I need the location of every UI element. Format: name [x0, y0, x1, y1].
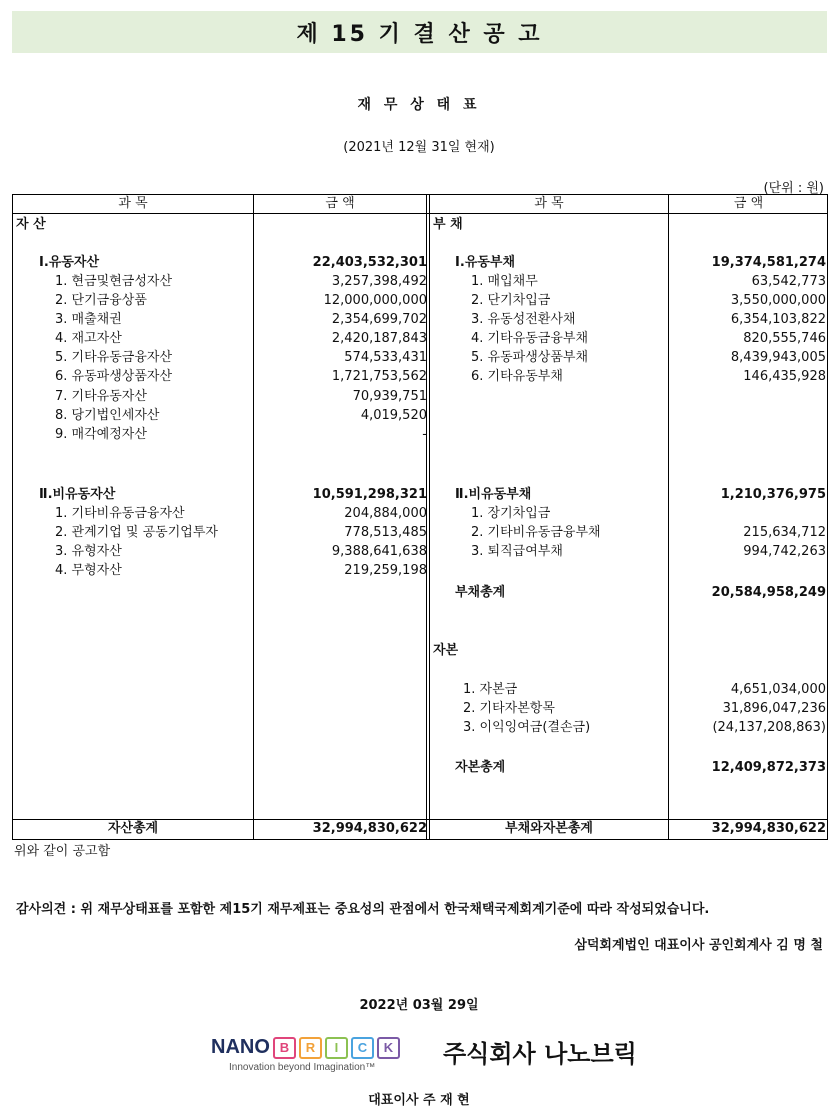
auditor-signature: 삼덕회계법인 대표이사 공인회계사 김 명 철 [574, 938, 823, 953]
current-liabilities-label: Ⅰ.유동부채 [455, 255, 516, 270]
liability-item-label: 3. 퇴직급여부채 [471, 544, 563, 559]
equity-item-value: 4,651,034,000 [730, 682, 826, 697]
asset-item-label: 2. 단기금융상품 [55, 293, 147, 308]
header-item-left: 과 목 [118, 196, 148, 211]
liability-item-label: 2. 기타비유동금융부채 [471, 525, 601, 540]
header-divider [13, 213, 827, 214]
asset-item-value: 2,420,187,843 [331, 331, 427, 346]
noncurrent-liabilities-total: 1,210,376,975 [720, 487, 826, 502]
statement-title: 재 무 상 태 표 [357, 97, 481, 113]
asset-item-value: 9,388,641,638 [331, 544, 427, 559]
liability-item-label: 4. 기타유동금융부채 [471, 331, 588, 346]
asset-item-label: 1. 기타비유동금융자산 [55, 506, 185, 521]
ceo-name: 대표이사 주 재 현 [368, 1093, 470, 1108]
asset-item-value: 778,513,485 [344, 525, 427, 540]
announcement-date: 2022년 03월 29일 [359, 998, 479, 1013]
equity-total-label: 자본총계 [455, 760, 506, 775]
asset-item-label: 7. 기타유동자산 [55, 389, 147, 404]
liability-item-label: 3. 유동성전환사채 [471, 312, 576, 327]
noncurrent-assets-label: Ⅱ.비유동자산 [39, 487, 116, 502]
liabilities-section: 부 채 [433, 217, 463, 232]
audit-opinion: 감사의견 : 위 재무상태표를 포함한 제15기 재무제표는 중요성의 관점에서 한국채택국제회계기준에 따라 작성되었습니다. [16, 902, 710, 917]
as-of-date: (2021년 12월 31일 현재) [343, 140, 495, 155]
assets-total: 32,994,830,622 [312, 821, 427, 836]
current-assets-total: 22,403,532,301 [312, 255, 427, 270]
column-divider [253, 195, 254, 839]
liability-item-value: 3,550,000,000 [730, 293, 826, 308]
logo-prefix: NANO [211, 1036, 270, 1058]
liability-item-value [669, 504, 826, 523]
liability-item-value: 215,634,712 [743, 525, 826, 540]
equity-item-label: 3. 이익잉여금(결손금) [463, 720, 591, 735]
equity-item-value: 31,896,047,236 [722, 701, 826, 716]
balance-sheet-table [12, 194, 828, 840]
header-amount-left: 금 액 [325, 196, 355, 211]
current-assets-label: Ⅰ.유동자산 [39, 255, 100, 270]
liability-item-value: 146,435,928 [743, 369, 826, 384]
notice-title: 제 15 기 결 산 공 고 [12, 11, 827, 53]
asset-item-label: 9. 매각예정자산 [55, 427, 147, 442]
logo-block-r: R [299, 1037, 322, 1059]
logo-block-b: B [273, 1037, 296, 1059]
logo-tagline: Innovation beyond Imagination™ [229, 1062, 376, 1073]
equity-total: 12,409,872,373 [711, 760, 826, 775]
asset-item-label: 6. 유동파생상품자산 [55, 369, 172, 384]
logo-block-k: K [377, 1037, 400, 1059]
equity-item-label: 1. 자본금 [463, 682, 518, 697]
logo-block-i: I [325, 1037, 348, 1059]
assets-total-label: 자산총계 [107, 821, 159, 836]
asset-item-label: 3. 매출채권 [55, 312, 122, 327]
liability-item-value: 63,542,773 [751, 274, 826, 289]
equity-item-value: (24,137,208,863) [712, 720, 826, 735]
unit-label: (단위 : 원) [763, 181, 824, 196]
asset-item-value: - [422, 427, 427, 442]
asset-item-value: 4,019,520 [360, 408, 427, 423]
equity-section: 자본 [433, 643, 459, 658]
asset-item-label: 2. 관계기업 및 공동기업투자 [55, 525, 218, 540]
asset-item-value: 12,000,000,000 [323, 293, 427, 308]
liability-item-label: 5. 유동파생상품부채 [471, 350, 588, 365]
asset-item-value: 1,721,753,562 [331, 369, 427, 384]
asset-item-value: 219,259,198 [344, 563, 427, 578]
liabilities-total-label: 부채총계 [455, 585, 506, 600]
grand-total: 32,994,830,622 [711, 821, 826, 836]
nanobrick-logo [211, 1030, 421, 1078]
asset-item-label: 4. 무형자산 [55, 563, 122, 578]
liability-item-label: 2. 단기차입금 [471, 293, 551, 308]
asset-item-label: 4. 재고자산 [55, 331, 122, 346]
current-liabilities-total: 19,374,581,274 [711, 255, 826, 270]
announcement-note: 위와 같이 공고함 [14, 844, 111, 859]
asset-item-value: 70,939,751 [352, 389, 427, 404]
asset-item-value: 2,354,699,702 [331, 312, 427, 327]
liability-item-value: 6,354,103,822 [730, 312, 826, 327]
noncurrent-liabilities-label: Ⅱ.비유동부채 [455, 487, 532, 502]
header-amount-right: 금 액 [733, 196, 764, 211]
asset-item-label: 3. 유형자산 [55, 544, 122, 559]
asset-item-label: 8. 당기법인세자산 [55, 408, 160, 423]
liability-item-label: 1. 매입채무 [471, 274, 538, 289]
liability-item-value: 994,742,263 [743, 544, 826, 559]
liabilities-total: 20,584,958,249 [711, 585, 826, 600]
liability-item-value: 820,555,746 [743, 331, 826, 346]
company-name: 주식회사 나노브릭 [443, 1040, 637, 1068]
header-item-right: 과 목 [534, 196, 564, 211]
grand-total-label: 부채와자본총계 [505, 821, 593, 836]
equity-item-label: 2. 기타자본항목 [463, 701, 555, 716]
assets-section: 자 산 [16, 217, 46, 232]
asset-item-label: 5. 기타유동금융자산 [55, 350, 172, 365]
logo-block-c: C [351, 1037, 374, 1059]
liability-item-value: 8,439,943,005 [730, 350, 826, 365]
asset-item-value: 3,257,398,492 [331, 274, 427, 289]
asset-item-value: 574,533,431 [344, 350, 427, 365]
noncurrent-assets-total: 10,591,298,321 [312, 487, 427, 502]
asset-item-value: 204,884,000 [344, 506, 427, 521]
liability-item-label: 6. 기타유동부채 [471, 369, 563, 384]
liability-item-label: 1. 장기차입금 [471, 506, 551, 521]
asset-item-label: 1. 현금및현금성자산 [55, 274, 172, 289]
